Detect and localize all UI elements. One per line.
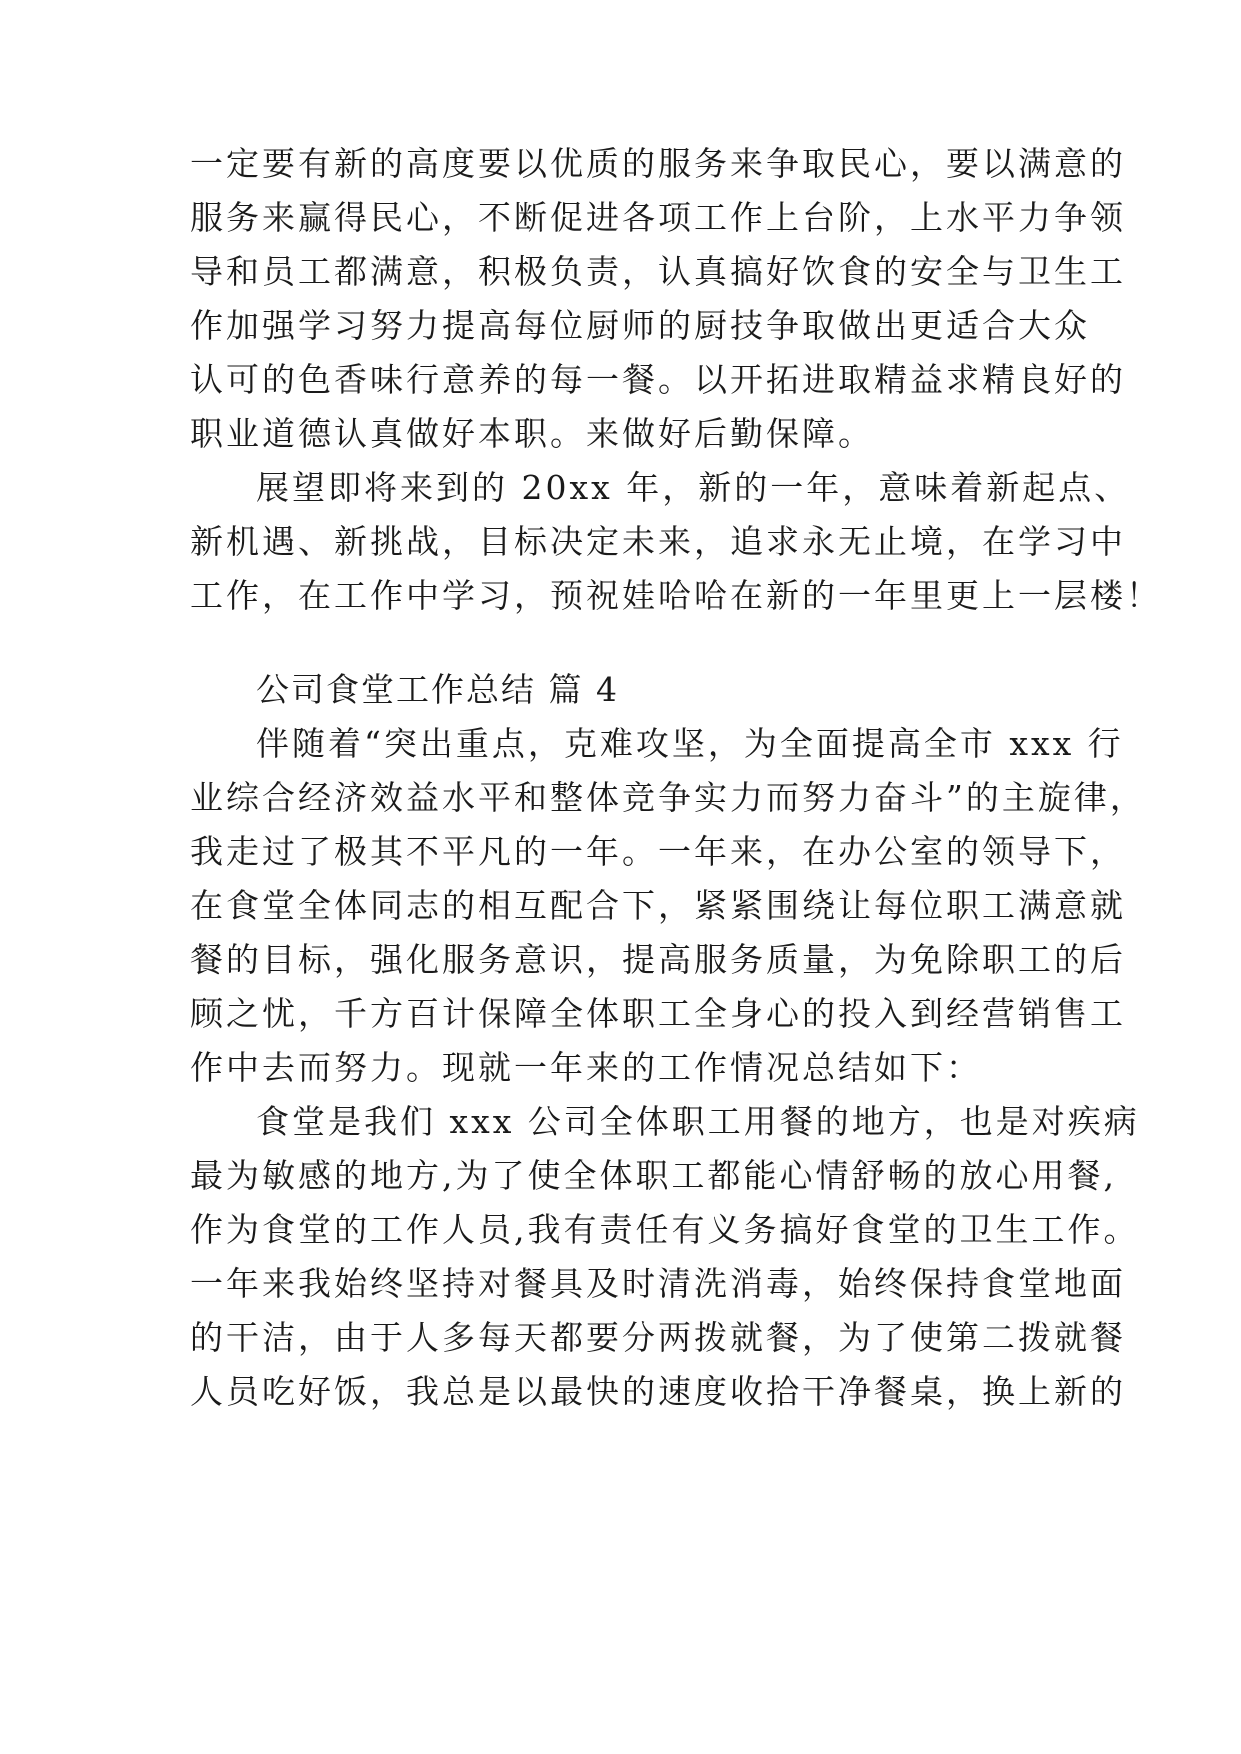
text-line: 食堂是我们 xxx 公司全体职工用餐的地方，也是对疾病 [256,1102,1140,1141]
text-line: 作中去而努力。现就一年来的工作情况总结如下： [190,1048,982,1087]
text-line: 一定要有新的高度要以优质的服务来争取民心，要以满意的 [190,144,1126,183]
text-line: 展望即将来到的 20xx 年，新的一年，意味着新起点、 [256,468,1131,507]
section-heading: 公司食堂工作总结 篇 4 [256,670,619,709]
text-line: 在食堂全体同志的相互配合下，紧紧围绕让每位职工满意就 [190,886,1126,925]
text-line: 餐的目标，强化服务意识，提高服务质量，为免除职工的后 [190,940,1126,979]
text-line: 服务来赢得民心，不断促进各项工作上台阶，上水平力争领 [190,198,1126,237]
text-line: 我走过了极其不平凡的一年。一年来，在办公室的领导下， [190,832,1126,871]
text-line: 作为食堂的工作人员,我有责任有义务搞好食堂的卫生工作。 [190,1210,1140,1249]
text-line: 最为敏感的地方,为了使全体职工都能心情舒畅的放心用餐, [190,1156,1117,1195]
text-line: 新机遇、新挑战，目标决定未来，追求永无止境，在学习中 [190,522,1126,561]
text-line: 认可的色香味行意养的每一餐。以开拓进取精益求精良好的 [190,360,1126,399]
text-line: 业综合经济效益水平和整体竞争实力而努力奋斗”的主旋律， [190,778,1146,817]
text-line: 顾之忧，千方百计保障全体职工全身心的投入到经营销售工 [190,994,1126,1033]
text-line: 作加强学习努力提高每位厨师的厨技争取做出更适合大众 [190,306,1090,345]
text-line: 职业道德认真做好本职。来做好后勤保障。 [190,414,874,453]
text-line: 导和员工都满意，积极负责，认真搞好饮食的安全与卫生工 [190,252,1126,291]
text-line: 一年来我始终坚持对餐具及时清洗消毒，始终保持食堂地面 [190,1264,1126,1303]
text-line: 的干洁，由于人多每天都要分两拨就餐，为了使第二拨就餐 [190,1318,1126,1357]
text-line: 伴随着“突出重点，克难攻坚，为全面提高全市 xxx 行 [256,724,1124,763]
text-line: 人员吃好饭，我总是以最快的速度收拾干净餐桌，换上新的 [190,1372,1126,1411]
text-line: 工作，在工作中学习，预祝娃哈哈在新的一年里更上一层楼！ [190,576,1162,615]
